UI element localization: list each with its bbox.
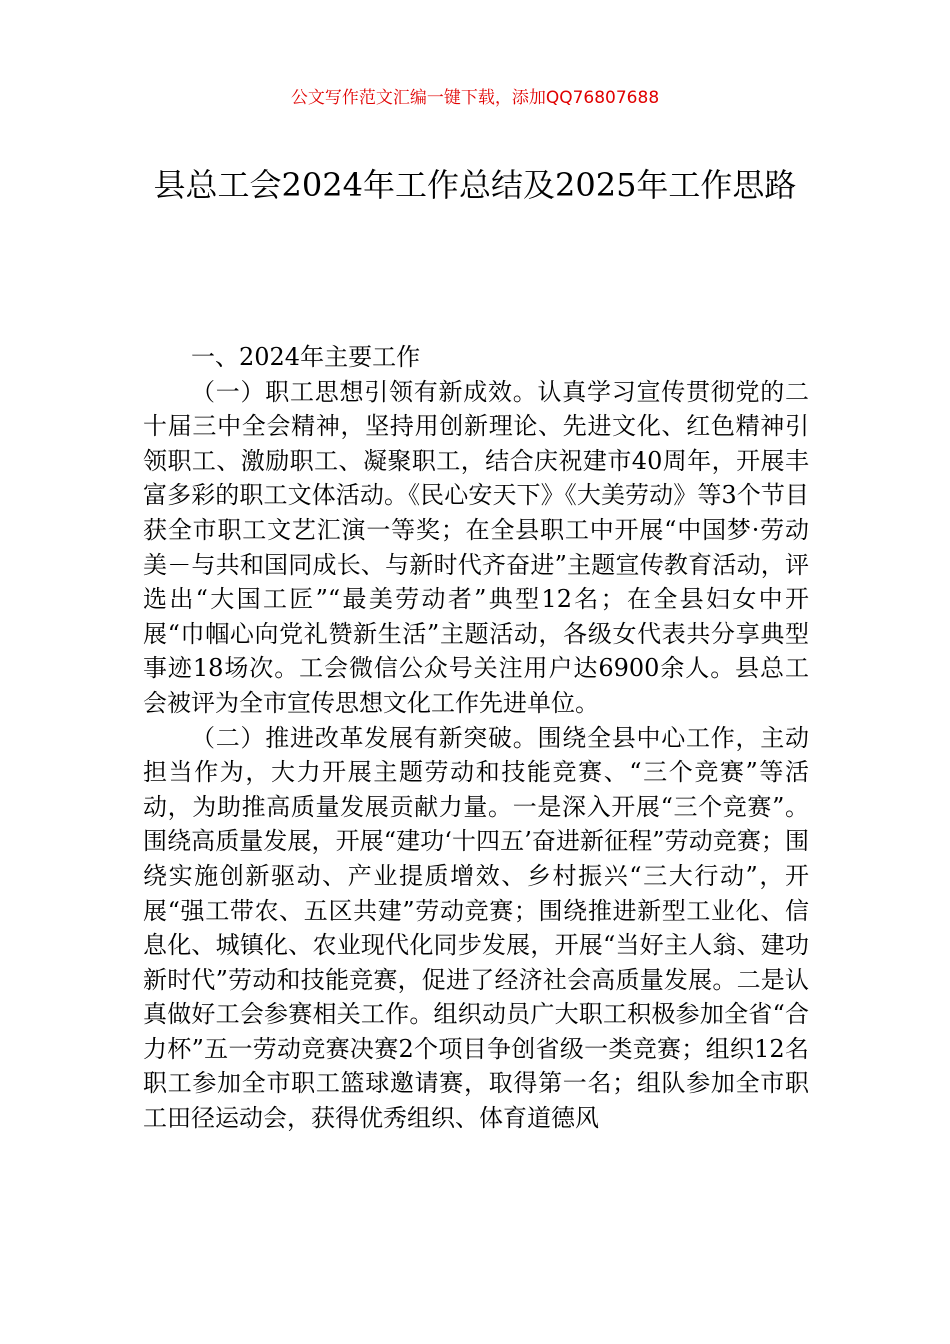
paragraph-2: （二）推进改革发展有新突破。围绕全县中心工作，主动担当作为，大力开展主题劳动和技能竞赛、“三个竞赛”等活动，为助推高质量发展贡献力量。一是深入开展“三个竞赛”。围绕高质量发展，开展“建功‘十四五’奋进新征程”劳动竞赛；围绕实施创新驱动、产业提质增效、乡村振兴“三大行动”，开展“强工带农、五区共建”劳动竞赛；围绕推进新型工业化、信息化、城镇化、农业现代化同步发展，开展“当好主人翁、建功新时代”劳动和技能竞赛，促进了经济社会高质量发展。二是认真做好工会参赛相关工作。组织动员广大职工积极参加全省“合力杯”五一劳动竞赛决赛2个项目争创省级一类竞赛；组织12名职工参加全市职工篮球邀请赛，取得第一名；组队参加全市职工田径运动会，获得优秀组织、体育道德风 <box>143 723 809 1133</box>
section-heading: 一、2024年主要工作 <box>191 343 421 371</box>
paragraph-1: （一）职工思想引领有新成效。认真学习宣传贯彻党的二十届三中全会精神，坚持用创新理论、先进文化、红色精神引领职工、激励职工、凝聚职工，结合庆祝建市40周年，开展丰富多彩的职工文体活动。《民心安天下》《大美劳动》等3个节目获全市职工文艺汇演一等奖；在全县职工中开展“中国梦·劳动美－与共和国同成长、与新时代齐奋进”主题宣传教育活动，评选出“大国工匠”“最美劳动者”典型12名；在全县妇女中开展“巾帼心向党礼赞新生活”主题活动，各级女代表共分享典型事迹18场次。工会微信公众号关注用户达6900余人。县总工会被评为全市宣传思想文化工作先进单位。 <box>143 377 809 717</box>
download-banner: 公文写作范文汇编一键下载，添加QQ76807688 <box>290 88 660 108</box>
document-title: 县总工会2024年工作总结及2025年工作思路 <box>153 166 797 204</box>
document-body <box>143 340 809 1136</box>
